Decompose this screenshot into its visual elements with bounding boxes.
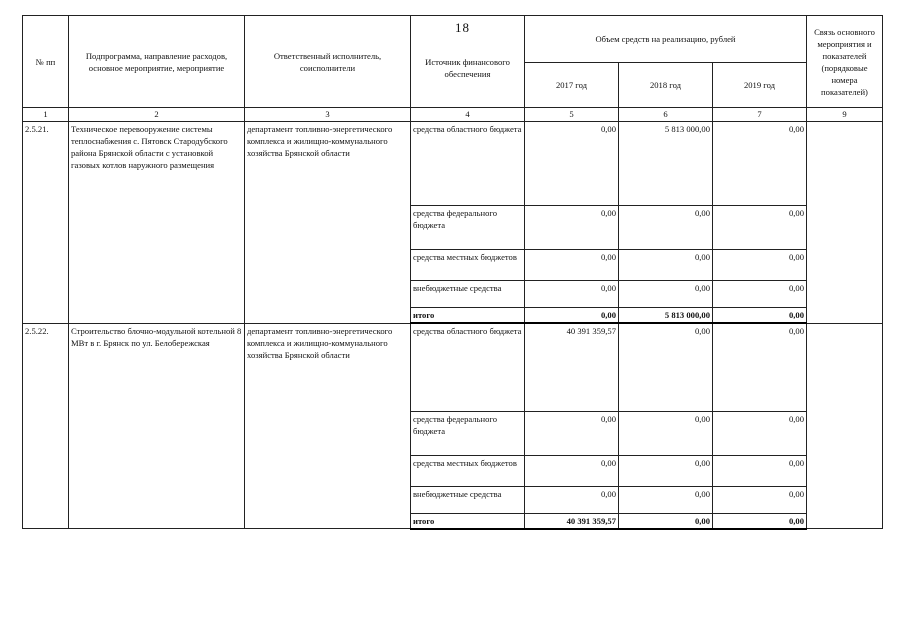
value-2017: 0,00 [525, 308, 619, 324]
col-number: 6 [619, 108, 713, 122]
value-2018: 0,00 [619, 486, 713, 513]
header-program: Подпрограмма, направление расходов, основное мероприятие, мероприятие [69, 16, 245, 108]
value-2017: 0,00 [525, 411, 619, 455]
column-numbers-row [23, 108, 883, 122]
source-cell: средства областного бюджета [411, 122, 525, 206]
value-2019: 0,00 [713, 323, 807, 411]
source-cell: средства федерального бюджета [411, 206, 525, 250]
page-number: 18 [455, 20, 470, 35]
source-cell: итого [411, 513, 525, 529]
link-cell [807, 122, 883, 324]
header-link: Связь основного мероприятия и показателей (порядковые номера показателей) [807, 16, 883, 108]
col-number: 7 [713, 108, 807, 122]
header-volume: Объем средств на реализацию, рублей [525, 16, 807, 63]
header-year-2018: 2018 год [619, 63, 713, 108]
value-2018: 0,00 [619, 206, 713, 250]
entry-executor: департамент топливно-энергетического комплекса и жилищно-коммунального хозяйства Брянской области [245, 122, 411, 324]
entry-program: Строительство блочно-модульной котельной 8 МВт в г. Брянск по ул. Белобережская [69, 323, 245, 529]
value-2018: 0,00 [619, 411, 713, 455]
value-2019: 0,00 [713, 513, 807, 529]
value-2018: 5 813 000,00 [619, 308, 713, 324]
entry-program: Техническое перевооружение системы теплоснабжения с. Пятовск Стародубского района Брянской области с установкой газовых котлов наружного размещения [69, 122, 245, 324]
col-number: 2 [69, 108, 245, 122]
value-2017: 40 391 359,57 [525, 323, 619, 411]
source-cell: итого [411, 308, 525, 324]
source-cell: средства областного бюджета [411, 323, 525, 411]
value-2018: 0,00 [619, 250, 713, 281]
header-source: Источник финансового обеспечения [411, 16, 525, 108]
table-row [23, 122, 883, 206]
value-2019: 0,00 [713, 308, 807, 324]
entry-number: 2.5.22. [23, 323, 69, 529]
link-cell [807, 323, 883, 529]
source-cell: средства федерального бюджета [411, 411, 525, 455]
value-2017: 0,00 [525, 206, 619, 250]
col-number: 9 [807, 108, 883, 122]
value-2018: 0,00 [619, 513, 713, 529]
header-year-2017: 2017 год [525, 63, 619, 108]
value-2017: 0,00 [525, 122, 619, 206]
source-cell: внебюджетные средства [411, 281, 525, 308]
value-2019: 0,00 [713, 281, 807, 308]
value-2018: 5 813 000,00 [619, 122, 713, 206]
source-cell: внебюджетные средства [411, 486, 525, 513]
entry-executor: департамент топливно-энергетического комплекса и жилищно-коммунального хозяйства Брянской области [245, 323, 411, 529]
value-2018: 0,00 [619, 455, 713, 486]
header-num: № пп [23, 16, 69, 108]
value-2017: 0,00 [525, 250, 619, 281]
col-number: 5 [525, 108, 619, 122]
header-executor: Ответственный исполнитель, соисполнители [245, 16, 411, 108]
table-row [23, 323, 883, 411]
value-2017: 0,00 [525, 486, 619, 513]
value-2018: 0,00 [619, 323, 713, 411]
col-number: 3 [245, 108, 411, 122]
value-2019: 0,00 [713, 486, 807, 513]
col-number: 4 [411, 108, 525, 122]
value-2018: 0,00 [619, 281, 713, 308]
value-2019: 0,00 [713, 455, 807, 486]
source-cell: средства местных бюджетов [411, 250, 525, 281]
value-2019: 0,00 [713, 411, 807, 455]
col-number: 1 [23, 108, 69, 122]
header-year-2019: 2019 год [713, 63, 807, 108]
financing-table [22, 15, 883, 530]
entry-number: 2.5.21. [23, 122, 69, 324]
value-2017: 0,00 [525, 455, 619, 486]
source-cell: средства местных бюджетов [411, 455, 525, 486]
value-2017: 0,00 [525, 281, 619, 308]
value-2017: 40 391 359,57 [525, 513, 619, 529]
value-2019: 0,00 [713, 206, 807, 250]
value-2019: 0,00 [713, 250, 807, 281]
value-2019: 0,00 [713, 122, 807, 206]
